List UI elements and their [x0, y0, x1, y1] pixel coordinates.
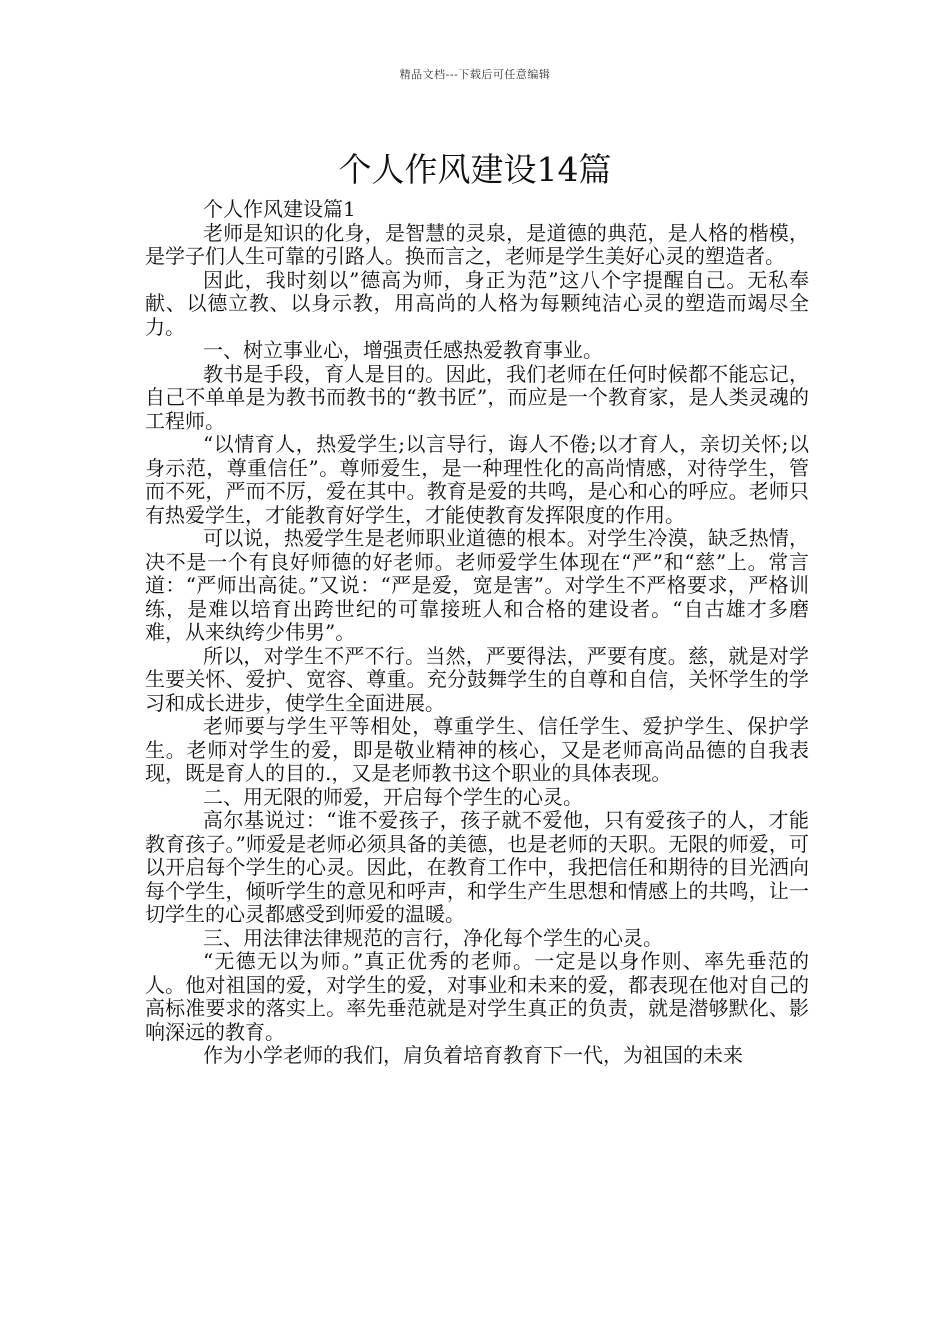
subheading: 三、用法律法律规范的言行，净化每个学生的心灵。 [203, 925, 663, 950]
section-heading: 个人作风建设篇1 [203, 197, 356, 221]
paragraph: 老师是知识的化身，是智慧的灵泉，是道德的典范，是人格的楷模，是学子们人生可靠的引路人。换而言之，老师是学生美好心灵的塑造者。 [145, 220, 809, 268]
paragraph: 老师要与学生平等相处，尊重学生、信任学生、爱护学生、保护学生。老师对学生的爱，即是敬业精神的核心，又是老师高尚品德的自我表现，既是育人的目的.，又是老师教书这个职业的具体表现。 [145, 714, 809, 785]
document-body [145, 198, 809, 1068]
paragraph: 教书是手段，育人是目的。因此，我们老师在任何时候都不能忘记，自己不单单是为教书而教书的“教书匠”，而应是一个教育家，是人类灵魂的工程师。 [145, 361, 809, 433]
paragraph: 高尔基说过：“谁不爱孩子，孩子就不爱他，只有爱孩子的人，才能教育孩子。”师爱是老师必须具备的美德，也是老师的天职。无限的师爱，可以开启每个学生的心灵。因此，在教育工作中，我把信任和期待的目光洒向每个学生，倾听学生的意见和呼声，和学生产生思想和情感上的共鸣，让一切学生的心灵都感受到师爱的温暖。 [145, 808, 809, 926]
subheading: 二、用无限的师爱，开启每个学生的心灵。 [203, 784, 583, 809]
document-title: 个人作风建设14篇 [338, 150, 612, 190]
paragraph: “无德无以为师。”真正优秀的老师。一定是以身作则、率先垂范的人。他对祖国的爱，对学生的爱，对事业和未来的爱，都表现在他对自己的高标准要求的落实上。率先垂范就是对学生真正的负责，就是潜够默化、影响深远的教育。 [145, 949, 809, 1044]
paragraph: “以情育人，热爱学生;以言导行，诲人不倦;以才育人，亲切关怀;以身示范，尊重信任”。尊师爱生，是一种理性化的高尚情感，对待学生，管而不死，严而不厉，爱在其中。教育是爱的共鸣，是心和心的呼应。老师只有热爱学生，才能教育好学生，才能使教育发挥限度的作用。 [145, 432, 809, 527]
paragraph: 所以，对学生不严不行。当然，严要得法，严要有度。慈，就是对学生要关怀、爱护、宽容、尊重。充分鼓舞学生的自尊和自信，关怀学生的学习和成长进步，使学生全面进展。 [145, 643, 809, 715]
paragraph: 可以说，热爱学生是老师职业道德的根本。对学生冷漠，缺乏热情，决不是一个有良好师德的好老师。老师爱学生体现在“严”和“慈”上。常言道：“严师出高徒。”又说：“严是爱，宽是害”。对学生不严格要求，严格训练，是难以培育出跨世纪的可靠接班人和合格的建设者。“自古雄才多磨难，从来纨绔少伟男”。 [145, 526, 809, 644]
subheading: 一、树立事业心，增强责任感热爱教育事业。 [203, 338, 603, 362]
paragraph: 作为小学老师的我们，肩负着培育教育下一代，为祖国的未来 [203, 1043, 743, 1067]
paragraph: 因此，我时刻以”德高为师，身正为范”这八个字提醒自己。无私奉献、以德立教、以身示教，用高尚的人格为每颗纯洁心灵的塑造而竭尽全力。 [145, 267, 809, 339]
header-note: 精品文档---下载后可任意编辑 [399, 68, 551, 81]
